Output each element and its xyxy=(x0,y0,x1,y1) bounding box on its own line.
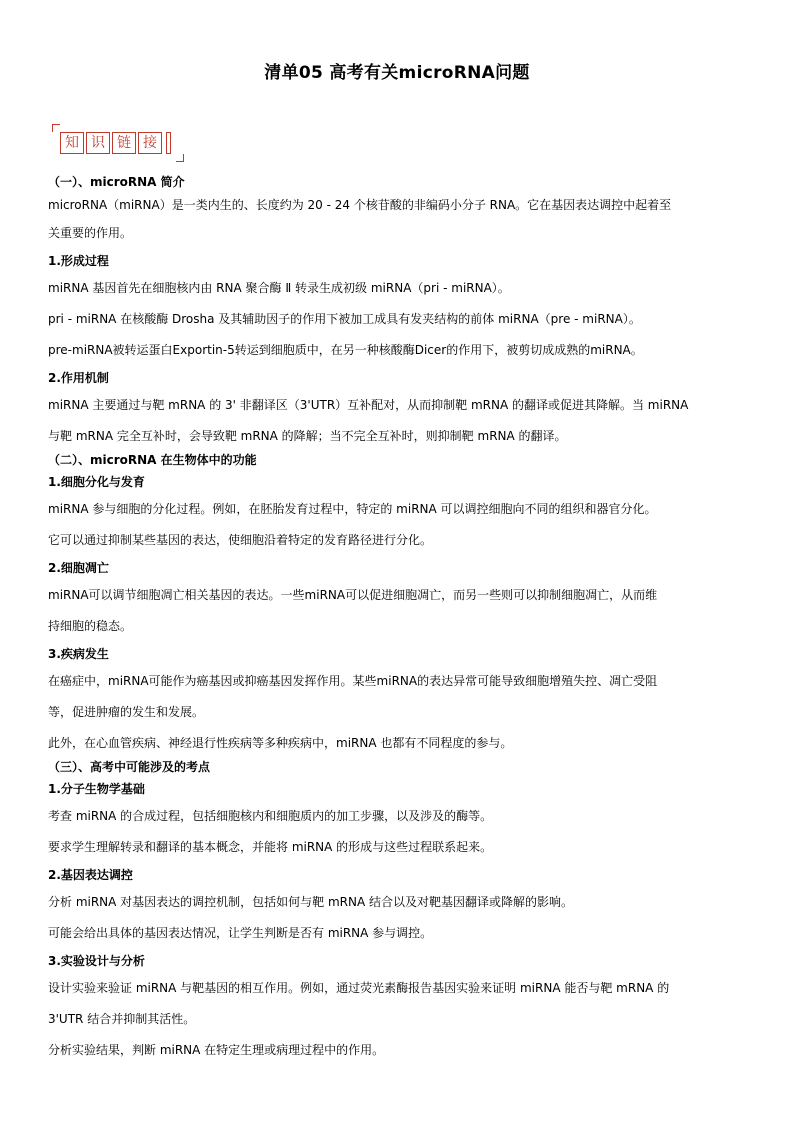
paragraph-line: 此外，在心血管疾病、神经退行性疾病等多种疾病中，miRNA 也都有不同程度的参与。 xyxy=(48,736,513,750)
paragraph-line: 与靶 mRNA 完全互补时，会导致靶 mRNA 的降解；当不完全互补时，则抑制靶 mRNA 的翻译。 xyxy=(48,429,567,443)
paragraph-line: 可能会给出具体的基因表达情况，让学生判断是否有 miRNA 参与调控。 xyxy=(48,926,433,940)
badge-char: 链 xyxy=(112,132,136,154)
paragraph-line: 分析实验结果，判断 miRNA 在特定生理或病理过程中的作用。 xyxy=(48,1043,385,1057)
paragraph-line: miRNA 主要通过与靶 mRNA 的 3' 非翻译区（3'UTR）互补配对，从而抑制靶 mRNA 的翻译或促进其降解。当 miRNA xyxy=(48,398,689,412)
section-heading: （二）、microRNA 在生物体中的功能 xyxy=(48,453,257,467)
subsection-heading: 2.作用机制 xyxy=(48,371,109,385)
paragraph-line: 设计实验来验证 miRNA 与靶基因的相互作用。例如，通过荧光素酶报告基因实验来证明 miRNA 能否与靶 mRNA 的 xyxy=(48,981,670,995)
knowledge-link-badge xyxy=(52,124,184,162)
paragraph-line: 要求学生理解转录和翻译的基本概念，并能将 miRNA 的形成与这些过程联系起来。 xyxy=(48,840,493,854)
badge-corner-bottom-right xyxy=(176,154,184,162)
paragraph-line: 在癌症中，miRNA可能作为癌基因或抑癌基因发挥作用。某些miRNA的表达异常可能导致细胞增殖失控、凋亡受阻 xyxy=(48,674,658,688)
badge-char: 知 xyxy=(60,132,84,154)
paragraph-line: miRNA 参与细胞的分化过程。例如，在胚胎发育过程中，特定的 miRNA 可以调控细胞向不同的组织和器官分化。 xyxy=(48,502,657,516)
paragraph-line: 它可以通过抑制某些基因的表达，使细胞沿着特定的发育路径进行分化。 xyxy=(48,533,433,547)
badge-char: 接 xyxy=(138,132,162,154)
badge-end-bar xyxy=(166,132,171,154)
badge-corner-top-left xyxy=(52,124,60,132)
subsection-heading: 1.细胞分化与发育 xyxy=(48,475,145,489)
subsection-heading: 3.疾病发生 xyxy=(48,647,109,661)
paragraph-line: 关重要的作用。 xyxy=(48,226,133,240)
subsection-heading: 1.分子生物学基础 xyxy=(48,782,145,796)
page-title: 清单05 高考有关microRNA问题 xyxy=(264,63,530,83)
paragraph-line: 持细胞的稳态。 xyxy=(48,619,133,633)
paragraph-line: miRNA可以调节细胞凋亡相关基因的表达。一些miRNA可以促进细胞凋亡，而另一些则可以抑制细胞凋亡，从而维 xyxy=(48,588,658,602)
subsection-heading: 1.形成过程 xyxy=(48,254,109,268)
paragraph-line: 考查 miRNA 的合成过程，包括细胞核内和细胞质内的加工步骤，以及涉及的酶等。 xyxy=(48,809,493,823)
paragraph-line: pri - miRNA 在核酸酶 Drosha 及其辅助因子的作用下被加工成具有发夹结构的前体 miRNA（pre - miRNA）。 xyxy=(48,312,641,326)
subsection-heading: 2.细胞凋亡 xyxy=(48,561,109,575)
section-heading: （三）、高考中可能涉及的考点 xyxy=(48,760,211,774)
paragraph-line: miRNA 基因首先在细胞核内由 RNA 聚合酶 Ⅱ 转录生成初级 miRNA（pri - miRNA）。 xyxy=(48,281,510,295)
subsection-heading: 3.实验设计与分析 xyxy=(48,954,145,968)
paragraph-line: microRNA（miRNA）是一类内生的、长度约为 20 - 24 个核苷酸的非编码小分子 RNA。它在基因表达调控中起着至 xyxy=(48,198,672,212)
paragraph-line: 分析 miRNA 对基因表达的调控机制，包括如何与靶 mRNA 结合以及对靶基因翻译或降解的影响。 xyxy=(48,895,574,909)
paragraph-line: 等，促进肿瘤的发生和发展。 xyxy=(48,705,205,719)
section-heading: （一）、microRNA 简介 xyxy=(48,175,185,189)
paragraph-line: 3'UTR 结合并抑制其活性。 xyxy=(48,1012,196,1026)
badge-char: 识 xyxy=(86,132,110,154)
badge-boxes xyxy=(60,132,171,154)
document-body xyxy=(48,174,748,1066)
subsection-heading: 2.基因表达调控 xyxy=(48,868,133,882)
paragraph-line: pre-miRNA被转运蛋白Exportin-5转运到细胞质中，在另一种核酸酶Dicer的作用下，被剪切成成熟的miRNA。 xyxy=(48,343,643,357)
